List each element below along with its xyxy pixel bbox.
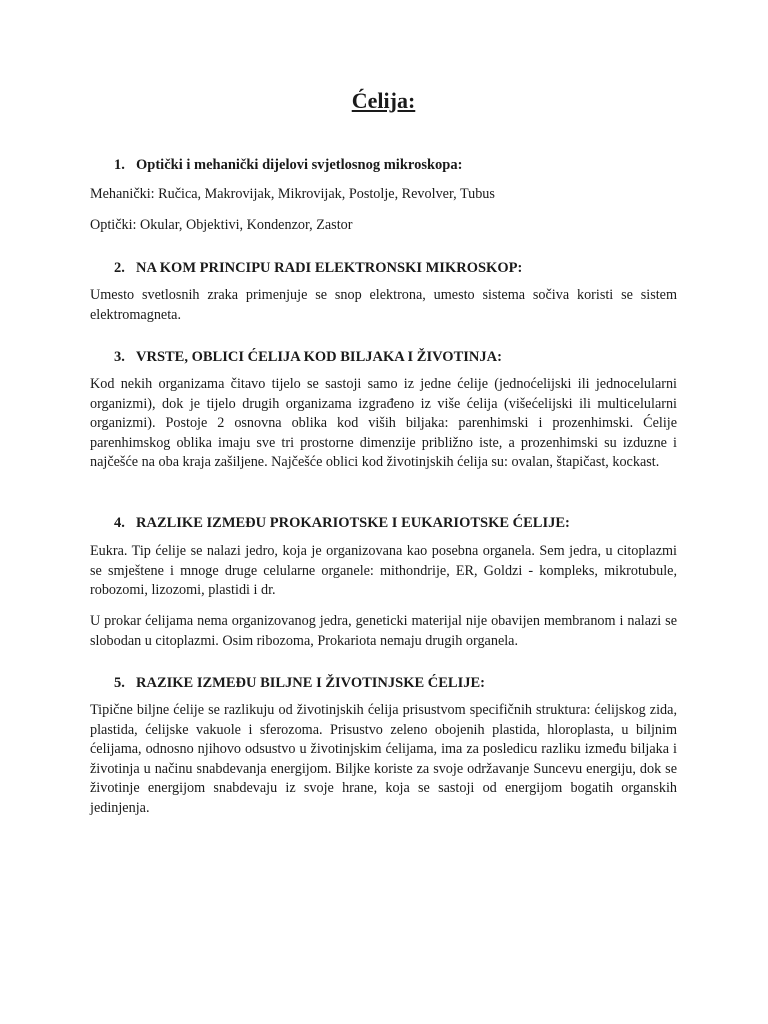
section-4-number: 4. — [114, 515, 125, 531]
section-1-paragraph-1: Mehanički: Ručica, Makrovijak, Mikrovijak, Postolje, Revolver, Tubus — [90, 186, 495, 202]
section-5-paragraph-1: Tipične biljne ćelije se razlikuju od životinjskih ćelija prisustvom specifičnih struktura: ćelijskog zida, plastida, ćelijske vakuole i sferozoma. Prisustvo zeleno obojenih plastida, hloroplasta, u biljnim ćelijama, odnosno njihovo odsustvo u životinjskim ćelijama, ima za posledicu razliku između biljaka i životinja u načinu snabdevanja energijom. Biljke koriste za svoje održavanje Suncevu energiju, dok se životinje energijom snabdevaju iz svoje hrane, koja se sastoji od energijom bogatih organskih jedinjenja. — [90, 702, 677, 816]
section-5-heading-text: RAZIKE IZMEĐU BILJNE I ŽIVOTINJSKE ĆELIJE: — [136, 675, 485, 691]
section-3-paragraph-1: Kod nekih organizama čitavo tijelo se sastoji samo iz jedne ćelije (jednoćelijski ili jednocelularni organizmi), dok je tijelo drugih organizama izgrađeno iz više ćelija (višećelijski ili multicelularni organizmi). Postoje 2 osnovna oblika kod viših biljaka: parenhimski i prozenhimski. Ćelije parenhimskog oblika imaju sve tri prostorne dimenzije približno iste, a prozenhimski su izduzne i najčešće na oba kraja zašiljene. Najčešće oblici kod životinjskih ćelija su: ovalan, štapičast, kockast. — [90, 376, 677, 471]
section-2-number: 2. — [114, 260, 125, 276]
section-1-paragraph-2: Optički: Okular, Objektivi, Kondenzor, Zastor — [90, 217, 353, 233]
section-3-heading — [90, 348, 677, 366]
page-title: Ćelija: — [351, 88, 416, 113]
section-1-number: 1. — [114, 157, 125, 173]
section-4-heading — [90, 514, 677, 532]
section-4-paragraph-2: U prokar ćelijama nema organizovanog jedra, geneticki materijal nije obavijen membranom i nalazi se slobodan u citoplazmi. Osim ribozoma, Prokariota nemaju drugih organela. — [90, 613, 677, 649]
section-4-heading-text: RAZLIKE IZMEĐU PROKARIOTSKE I EUKARIOTSKE ĆELIJE: — [136, 515, 570, 531]
section-5-number: 5. — [114, 675, 125, 691]
section-2-paragraph-1: Umesto svetlosnih zraka primenjuje se snop elektrona, umesto sistema sočiva koristi se sistem elektromagneta. — [90, 287, 677, 323]
section-2-heading — [90, 259, 677, 277]
section-4-paragraph-1: Eukra. Tip ćelije se nalazi jedro, koja je organizovana kao posebna organela. Sem jedra, u citoplazmi se smještene i mnoge druge celularne organele: mithondrije, ER, Goldzi - kompleks, mikrotubule, robozomi, lizozomi, plastidi i dr. — [90, 543, 677, 599]
section-1-heading — [90, 156, 677, 174]
section-1-heading-text: Optički i mehanički dijelovi svjetlosnog mikroskopa: — [136, 157, 463, 173]
section-3-heading-text: VRSTE, OBLICI ĆELIJA KOD BILJAKA I ŽIVOTINJA: — [136, 349, 502, 365]
section-5-heading — [90, 674, 677, 692]
section-2-heading-text: NA KOM PRINCIPU RADI ELEKTRONSKI MIKROSKOP: — [136, 260, 523, 276]
section-3-number: 3. — [114, 349, 125, 365]
